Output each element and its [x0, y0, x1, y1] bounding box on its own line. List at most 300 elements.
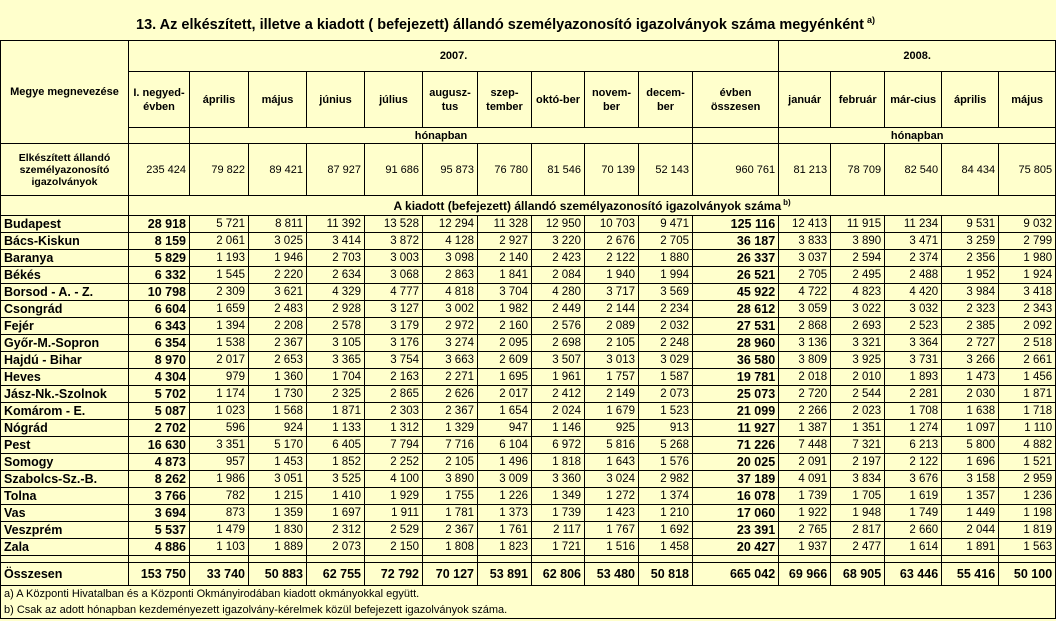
issued-total: 23 391: [693, 522, 779, 539]
issued-value: 5 829: [129, 250, 190, 267]
issued-value: 1 374: [639, 488, 693, 505]
issued-value: 2 117: [532, 522, 585, 539]
issued-value: 6 213: [885, 437, 942, 454]
issued-value: 1 193: [190, 250, 249, 267]
issued-total: 25 073: [693, 386, 779, 403]
issued-value: 13 528: [365, 216, 423, 233]
issued-value: 5 087: [129, 403, 190, 420]
issued-total: 27 531: [693, 318, 779, 335]
county-name: Csongrád: [1, 301, 129, 318]
spacer-cell: [478, 556, 532, 563]
issued-value: 924: [249, 420, 307, 437]
issued-value: 2 266: [779, 403, 831, 420]
spacer-cell: [942, 556, 999, 563]
issued-total: 17 060: [693, 505, 779, 522]
issued-value: 2 252: [365, 454, 423, 471]
issued-value: 2 676: [585, 233, 639, 250]
spacer-cell: [365, 556, 423, 563]
table-row: [1, 522, 1056, 539]
issued-value: 1 994: [639, 267, 693, 284]
issued-value: 1 453: [249, 454, 307, 471]
issued-value: 2 477: [831, 539, 885, 556]
table-title-text: 13. Az elkészített, illetve a kiadott ( befejezett) állandó személyazonosító igazolványok száma megyénként: [136, 17, 864, 33]
issued-value: 1 708: [885, 403, 942, 420]
issued-value: 3 872: [365, 233, 423, 250]
issued-value: 3 414: [307, 233, 365, 250]
table-title: [0, 6, 1011, 34]
issued-value: 7 794: [365, 437, 423, 454]
county-name: Baranya: [1, 250, 129, 267]
issued-value: 2 281: [885, 386, 942, 403]
issued-value: 2 661: [999, 352, 1056, 369]
month-header-2007: szep-tember: [478, 72, 532, 128]
issued-value: 1 808: [423, 539, 478, 556]
issued-value: 11 915: [831, 216, 885, 233]
issued-value: 3 029: [639, 352, 693, 369]
table-row: [1, 539, 1056, 556]
issued-value: 913: [639, 420, 693, 437]
issued-value: 1 704: [307, 369, 365, 386]
issued-value: 1 373: [478, 505, 532, 522]
issued-value: 3 220: [532, 233, 585, 250]
footnote: b) Csak az adott hónapban kezdeményezett igazolvány-kérelmek közül befejezett igazolványok száma.: [1, 602, 1056, 619]
data-table: [0, 40, 1056, 619]
issued-value: 1 226: [478, 488, 532, 505]
issued-value: 5 800: [942, 437, 999, 454]
issued-value: 1 456: [999, 369, 1056, 386]
sum-value: 53 480: [585, 563, 639, 586]
issued-value: 3 569: [639, 284, 693, 301]
issued-value: 3 025: [249, 233, 307, 250]
issued-value: 2 660: [885, 522, 942, 539]
total-unit-spacer: [693, 128, 779, 144]
issued-value: 1 329: [423, 420, 478, 437]
issued-value: 8 262: [129, 471, 190, 488]
issued-value: 1 697: [307, 505, 365, 522]
table-row: [1, 505, 1056, 522]
issued-value: 1 911: [365, 505, 423, 522]
table-row: [1, 488, 1056, 505]
spacer-cell: [129, 556, 190, 563]
issued-value: 2 982: [639, 471, 693, 488]
issued-value: 2 702: [129, 420, 190, 437]
sum-value: 62 755: [307, 563, 365, 586]
issued-label-spacer: [1, 196, 129, 216]
issued-value: 925: [585, 420, 639, 437]
issued-value: 4 091: [779, 471, 831, 488]
issued-value: 1 692: [639, 522, 693, 539]
issued-value: 1 739: [779, 488, 831, 505]
table-row: [1, 301, 1056, 318]
issued-value: 2 544: [831, 386, 885, 403]
spacer-cell: [307, 556, 365, 563]
issued-value: 596: [190, 420, 249, 437]
issued-value: 1 823: [478, 539, 532, 556]
issued-value: 3 364: [885, 335, 942, 352]
issued-value: 1 929: [365, 488, 423, 505]
issued-value: 3 754: [365, 352, 423, 369]
issued-value: 4 722: [779, 284, 831, 301]
spacer-cell: [779, 556, 831, 563]
issued-value: 4 818: [423, 284, 478, 301]
county-name: Heves: [1, 369, 129, 386]
issued-value: 3 002: [423, 301, 478, 318]
issued-value: 1 387: [779, 420, 831, 437]
issued-value: 1 980: [999, 250, 1056, 267]
issued-value: 2 105: [423, 454, 478, 471]
issued-value: 2 149: [585, 386, 639, 403]
issued-value: 7 321: [831, 437, 885, 454]
issued-value: 6 604: [129, 301, 190, 318]
produced-value: 91 686: [365, 144, 423, 196]
issued-value: 2 303: [365, 403, 423, 420]
issued-value: 1 695: [478, 369, 532, 386]
issued-value: 1 767: [585, 522, 639, 539]
spacer-cell: [1, 556, 129, 563]
issued-value: 1 449: [942, 505, 999, 522]
county-name: Szabolcs-Sz.-B.: [1, 471, 129, 488]
issued-value: 1 749: [885, 505, 942, 522]
issued-value: 2 449: [532, 301, 585, 318]
issued-value: 2 220: [249, 267, 307, 284]
issued-value: 1 654: [478, 403, 532, 420]
issued-value: 1 982: [478, 301, 532, 318]
issued-footnote-mark: b): [783, 198, 791, 207]
issued-value: 5 537: [129, 522, 190, 539]
issued-value: 2 865: [365, 386, 423, 403]
month-header-2007: május: [249, 72, 307, 128]
issued-value: 6 104: [478, 437, 532, 454]
issued-value: 2 105: [585, 335, 639, 352]
issued-value: 1 359: [249, 505, 307, 522]
issued-value: 1 659: [190, 301, 249, 318]
table-row: [1, 284, 1056, 301]
issued-value: 6 405: [307, 437, 365, 454]
produced-total: 960 761: [693, 144, 779, 196]
issued-value: 2 765: [779, 522, 831, 539]
sum-value: 63 446: [885, 563, 942, 586]
issued-value: 3 704: [478, 284, 532, 301]
issued-value: 3 525: [307, 471, 365, 488]
issued-value: 2 705: [779, 267, 831, 284]
issued-value: 2 863: [423, 267, 478, 284]
table-row: [1, 233, 1056, 250]
county-name: Jász-Nk.-Szolnok: [1, 386, 129, 403]
year-2007-header: 2007.: [129, 41, 779, 72]
produced-value: 76 780: [478, 144, 532, 196]
issued-value: 1 922: [779, 505, 831, 522]
issued-value: 2 089: [585, 318, 639, 335]
issued-value: 3 676: [885, 471, 942, 488]
table-row: [1, 335, 1056, 352]
issued-value: 2 927: [478, 233, 532, 250]
issued-value: 1 871: [999, 386, 1056, 403]
issued-total: 125 116: [693, 216, 779, 233]
sum-total: 665 042: [693, 563, 779, 586]
issued-value: 3 127: [365, 301, 423, 318]
produced-value: 75 805: [999, 144, 1056, 196]
issued-value: 2 073: [307, 539, 365, 556]
issued-value: 2 653: [249, 352, 307, 369]
issued-value: 957: [190, 454, 249, 471]
month-header-2007: április: [190, 72, 249, 128]
county-name: Hajdú - Bihar: [1, 352, 129, 369]
issued-value: 2 197: [831, 454, 885, 471]
issued-value: 2 703: [307, 250, 365, 267]
issued-value: 3 890: [423, 471, 478, 488]
month-header-2008: már-cius: [885, 72, 942, 128]
issued-value: 8 970: [129, 352, 190, 369]
county-name: Borsod - A. - Z.: [1, 284, 129, 301]
sum-value: 68 905: [831, 563, 885, 586]
spacer-cell: [423, 556, 478, 563]
table-row: [1, 267, 1056, 284]
issued-value: 12 294: [423, 216, 478, 233]
issued-value: 1 410: [307, 488, 365, 505]
county-name: Vas: [1, 505, 129, 522]
issued-value: 1 889: [249, 539, 307, 556]
issued-total: 20 025: [693, 454, 779, 471]
issued-value: 9 471: [639, 216, 693, 233]
table-row: [1, 386, 1056, 403]
sum-value: 153 750: [129, 563, 190, 586]
issued-value: 3 098: [423, 250, 478, 267]
sum-value: 70 127: [423, 563, 478, 586]
issued-value: 3 013: [585, 352, 639, 369]
issued-value: 1 705: [831, 488, 885, 505]
issued-value: 1 818: [532, 454, 585, 471]
issued-value: 3 032: [885, 301, 942, 318]
issued-value: 2 868: [779, 318, 831, 335]
table-row: [1, 437, 1056, 454]
issued-value: 4 100: [365, 471, 423, 488]
issued-value: 2 017: [478, 386, 532, 403]
issued-value: 2 374: [885, 250, 942, 267]
issued-value: 2 017: [190, 352, 249, 369]
issued-value: 2 959: [999, 471, 1056, 488]
spacer-cell: [585, 556, 639, 563]
issued-value: 2 271: [423, 369, 478, 386]
issued-value: 3 158: [942, 471, 999, 488]
produced-value: 81 546: [532, 144, 585, 196]
issued-value: 11 328: [478, 216, 532, 233]
issued-value: 2 367: [249, 335, 307, 352]
issued-value: 6 354: [129, 335, 190, 352]
issued-value: 4 128: [423, 233, 478, 250]
issued-value: 3 176: [365, 335, 423, 352]
issued-value: 1 638: [942, 403, 999, 420]
sum-value: 53 891: [478, 563, 532, 586]
sum-row: [1, 563, 1056, 586]
issued-value: 3 621: [249, 284, 307, 301]
issued-value: 1 696: [942, 454, 999, 471]
issued-section-title: [129, 196, 1056, 216]
county-name: Békés: [1, 267, 129, 284]
issued-value: 4 873: [129, 454, 190, 471]
issued-value: 2 578: [307, 318, 365, 335]
county-name: Pest: [1, 437, 129, 454]
month-header-2007: augusz-tus: [423, 72, 478, 128]
issued-value: 1 781: [423, 505, 478, 522]
issued-value: 5 721: [190, 216, 249, 233]
issued-value: 2 356: [942, 250, 999, 267]
issued-value: 1 174: [190, 386, 249, 403]
produced-value: 87 927: [307, 144, 365, 196]
issued-value: 2 634: [307, 267, 365, 284]
issued-value: 1 357: [942, 488, 999, 505]
issued-value: 2 928: [307, 301, 365, 318]
month-header-2007: július: [365, 72, 423, 128]
issued-value: 1 880: [639, 250, 693, 267]
issued-value: 1 718: [999, 403, 1056, 420]
issued-value: 4 823: [831, 284, 885, 301]
issued-value: 3 833: [779, 233, 831, 250]
issued-value: 1 563: [999, 539, 1056, 556]
issued-value: 873: [190, 505, 249, 522]
county-name: Komárom - E.: [1, 403, 129, 420]
issued-value: 3 179: [365, 318, 423, 335]
issued-value: 1 757: [585, 369, 639, 386]
issued-value: 2 010: [831, 369, 885, 386]
spacer-cell: [885, 556, 942, 563]
issued-value: 3 068: [365, 267, 423, 284]
issued-value: 1 516: [585, 539, 639, 556]
issued-value: 1 568: [249, 403, 307, 420]
issued-value: 1 351: [831, 420, 885, 437]
sum-value: 50 818: [639, 563, 693, 586]
issued-value: 1 545: [190, 267, 249, 284]
issued-value: 2 248: [639, 335, 693, 352]
issued-value: 6 972: [532, 437, 585, 454]
issued-value: 1 946: [249, 250, 307, 267]
issued-value: 3 259: [942, 233, 999, 250]
issued-value: 4 777: [365, 284, 423, 301]
q1-unit-spacer: [129, 128, 190, 144]
county-name: Bács-Kiskun: [1, 233, 129, 250]
issued-value: 2 693: [831, 318, 885, 335]
issued-value: 3 274: [423, 335, 478, 352]
issued-total: 28 612: [693, 301, 779, 318]
issued-value: 12 950: [532, 216, 585, 233]
table-row: [1, 352, 1056, 369]
issued-value: 3 059: [779, 301, 831, 318]
issued-value: 2 367: [423, 522, 478, 539]
month-header-2007: decem-ber: [639, 72, 693, 128]
issued-value: 947: [478, 420, 532, 437]
unit-label-2008: hónapban: [779, 128, 1056, 144]
issued-value: 1 423: [585, 505, 639, 522]
issued-value: 3 024: [585, 471, 639, 488]
produced-value: 52 143: [639, 144, 693, 196]
issued-value: 1 761: [478, 522, 532, 539]
table-row: [1, 454, 1056, 471]
issued-value: 3 471: [885, 233, 942, 250]
issued-value: 2 122: [585, 250, 639, 267]
issued-total: 45 922: [693, 284, 779, 301]
issued-value: 2 385: [942, 318, 999, 335]
table-row: [1, 216, 1056, 233]
issued-value: 1 458: [639, 539, 693, 556]
spacer-cell: [831, 556, 885, 563]
county-name: Budapest: [1, 216, 129, 233]
issued-value: 1 538: [190, 335, 249, 352]
issued-value: 2 972: [423, 318, 478, 335]
issued-value: 1 871: [307, 403, 365, 420]
issued-value: 2 495: [831, 267, 885, 284]
issued-value: 1 643: [585, 454, 639, 471]
issued-value: 2 483: [249, 301, 307, 318]
produced-value: 70 139: [585, 144, 639, 196]
issued-value: 2 518: [999, 335, 1056, 352]
produced-value: 81 213: [779, 144, 831, 196]
sum-value: 69 966: [779, 563, 831, 586]
issued-value: 3 009: [478, 471, 532, 488]
issued-value: 1 146: [532, 420, 585, 437]
issued-value: 16 630: [129, 437, 190, 454]
issued-value: 1 730: [249, 386, 307, 403]
issued-value: 10 798: [129, 284, 190, 301]
county-name: Nógrád: [1, 420, 129, 437]
spacer-cell: [999, 556, 1056, 563]
issued-value: 2 423: [532, 250, 585, 267]
unit-label-2007: hónapban: [190, 128, 693, 144]
month-header-2008: április: [942, 72, 999, 128]
issued-total: 11 927: [693, 420, 779, 437]
sum-value: 55 416: [942, 563, 999, 586]
issued-value: 5 170: [249, 437, 307, 454]
issued-total: 26 521: [693, 267, 779, 284]
month-header-2008: január: [779, 72, 831, 128]
issued-value: 2 061: [190, 233, 249, 250]
q1-header: I. negyed-évben: [129, 72, 190, 128]
issued-total: 36 187: [693, 233, 779, 250]
issued-value: 6 343: [129, 318, 190, 335]
issued-value: 4 420: [885, 284, 942, 301]
issued-value: 2 523: [885, 318, 942, 335]
issued-value: 3 731: [885, 352, 942, 369]
issued-value: 3 022: [831, 301, 885, 318]
issued-value: 7 448: [779, 437, 831, 454]
issued-value: 1 521: [999, 454, 1056, 471]
issued-value: 11 392: [307, 216, 365, 233]
issued-value: 3 136: [779, 335, 831, 352]
issued-value: 1 479: [190, 522, 249, 539]
issued-value: 3 809: [779, 352, 831, 369]
issued-value: 3 507: [532, 352, 585, 369]
issued-value: 2 529: [365, 522, 423, 539]
issued-value: 3 663: [423, 352, 478, 369]
issued-value: 2 609: [478, 352, 532, 369]
issued-value: 2 091: [779, 454, 831, 471]
issued-value: 2 323: [942, 301, 999, 318]
issued-value: 1 576: [639, 454, 693, 471]
produced-value: 89 421: [249, 144, 307, 196]
issued-value: 1 210: [639, 505, 693, 522]
issued-total: 36 580: [693, 352, 779, 369]
issued-value: 1 739: [532, 505, 585, 522]
issued-value: 3 321: [831, 335, 885, 352]
issued-value: 11 234: [885, 216, 942, 233]
month-header-2007: októ-ber: [532, 72, 585, 128]
title-footnote-mark: a): [866, 15, 875, 25]
issued-value: 4 304: [129, 369, 190, 386]
issued-value: 2 140: [478, 250, 532, 267]
issued-value: 1 272: [585, 488, 639, 505]
county-name: Veszprém: [1, 522, 129, 539]
issued-value: 1 023: [190, 403, 249, 420]
sum-value: 33 740: [190, 563, 249, 586]
issued-value: 1 679: [585, 403, 639, 420]
